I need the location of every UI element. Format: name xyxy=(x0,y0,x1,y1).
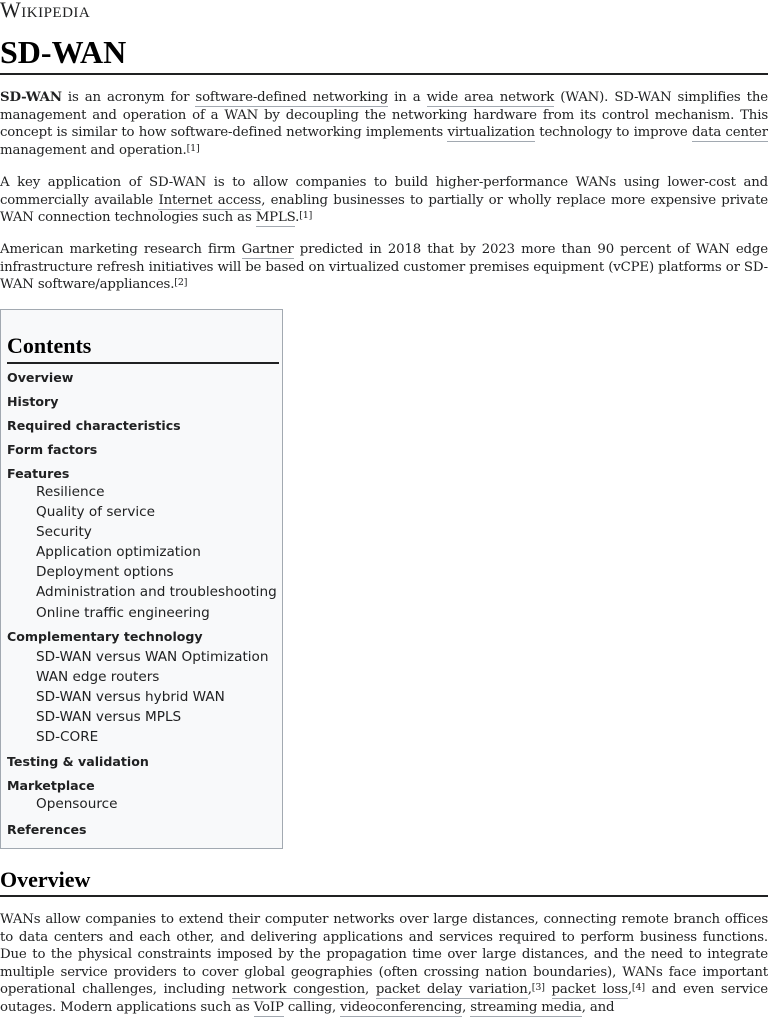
link-software-defined-networking[interactable]: software-defined networking xyxy=(195,90,389,105)
toc-title: Contents xyxy=(7,333,92,358)
toc-item-sd-wan-versus-mpls[interactable]: SD-WAN versus MPLS xyxy=(36,709,182,725)
toc-item-history[interactable]: History xyxy=(7,394,59,409)
text-run: , xyxy=(462,999,471,1015)
text-run: A key application of SD-WAN is to allow companies to build higher-performance WANs using lower-cost and commercially available xyxy=(0,175,768,208)
section-heading-overview: Overview xyxy=(0,867,91,892)
text-run: in a xyxy=(388,90,427,105)
toc-item-security[interactable]: Security xyxy=(36,524,92,540)
text-run: . xyxy=(295,210,300,225)
link-voip[interactable]: VoIP xyxy=(253,999,284,1015)
toc-divider xyxy=(7,362,279,364)
toc-item-wan-edge-routers[interactable]: WAN edge routers xyxy=(36,669,160,685)
link-packet-delay-variation[interactable]: packet delay variation xyxy=(375,982,528,997)
text-run: management and operation. xyxy=(0,142,187,158)
text-run: WANs allow companies to extend their computer networks over large distances, connecting remote branch offices to data centers and each other, and delivering applications and services required to perform business functions. Due to the physical constraints imposed by the propagation time over large distances, and the need to integrate multiple service providers to cover global geographies (often crossing nation boundaries), WANs face important operational challenges, including xyxy=(0,912,768,997)
section-divider xyxy=(0,895,768,897)
toc-item-complementary-technology[interactable]: Complementary technology xyxy=(7,629,203,644)
link-virtualization[interactable]: virtualization xyxy=(447,125,535,140)
link-data-center[interactable]: data center xyxy=(691,125,768,140)
toc-item-required-characteristics[interactable]: Required characteristics xyxy=(7,418,181,433)
toc-item-quality-of-service[interactable]: Quality of service xyxy=(36,504,156,520)
link-streaming-media[interactable]: streaming media xyxy=(470,999,582,1015)
toc-item-form-factors[interactable]: Form factors xyxy=(7,442,98,457)
text-run: technology to improve xyxy=(534,125,692,140)
citation-ref[interactable]: [1] xyxy=(186,142,200,154)
text-run: , xyxy=(365,982,376,997)
link-wide-area-network[interactable]: wide area network xyxy=(426,90,555,105)
wikipedia-logo[interactable]: Wikipedia xyxy=(0,0,91,22)
link-internet-access[interactable]: Internet access xyxy=(158,192,262,208)
text-run: predicted in 2018 that by 2023 more than 90 percent of WAN edge infrastructure refresh initiatives will be based on virtualized customer premises equipment (vCPE) platforms or SD-WAN software/appliances. xyxy=(0,242,768,292)
toc-item-opensource[interactable]: Opensource xyxy=(36,796,118,812)
toc-item-sd-core[interactable]: SD-CORE xyxy=(36,729,99,745)
intro-paragraph-3 xyxy=(0,241,768,294)
toc-item-resilience[interactable]: Resilience xyxy=(36,484,105,500)
link-videoconferencing[interactable]: videoconferencing xyxy=(340,999,463,1015)
link-packet-loss[interactable]: packet loss xyxy=(551,982,628,997)
citation-ref[interactable]: [3] xyxy=(531,982,545,993)
citation-ref[interactable]: [4] xyxy=(631,982,645,993)
link-network-congestion[interactable]: network congestion xyxy=(231,982,365,997)
bold-term: SD-WAN xyxy=(0,90,62,105)
text-run: , and xyxy=(581,999,615,1015)
toc-item-online-traffic-engineering[interactable]: Online traffic engineering xyxy=(36,605,210,621)
text-run: is an acronym for xyxy=(61,90,196,105)
link-gartner[interactable]: Gartner xyxy=(241,242,294,257)
toc-item-sd-wan-versus-wan-optimization[interactable]: SD-WAN versus WAN Optimization xyxy=(36,649,269,665)
citation-ref[interactable]: [2] xyxy=(174,277,188,288)
link-mpls[interactable]: MPLS xyxy=(255,210,296,225)
text-run: calling, xyxy=(283,999,341,1015)
toc-item-administration-and-troubleshooting[interactable]: Administration and troubleshooting xyxy=(36,584,277,600)
text-run: , xyxy=(627,982,632,997)
text-run: , xyxy=(527,982,532,997)
text-run: American marketing research firm xyxy=(0,242,242,257)
intro-paragraph-2 xyxy=(0,174,768,227)
overview-paragraph xyxy=(0,911,768,1016)
page-title: SD-WAN xyxy=(0,34,127,70)
toc-item-features[interactable]: Features xyxy=(7,466,70,481)
intro-paragraph-1 xyxy=(0,89,768,159)
text-run: , enabling businesses to partially or wholly replace more expensive private WAN connection technologies such as xyxy=(0,192,768,225)
toc-item-deployment-options[interactable]: Deployment options xyxy=(36,564,174,580)
text-run: (WAN). SD-WAN simplifies the management and operation of a WAN by decoupling the networking hardware from its control mechanism. This concept is similar to how software-defined networking implements xyxy=(0,90,768,140)
toc-item-application-optimization[interactable]: Application optimization xyxy=(36,544,201,560)
text-run: and even service outages. Modern applications such as xyxy=(0,982,768,1015)
toc-item-overview[interactable]: Overview xyxy=(7,370,74,385)
toc-item-marketplace[interactable]: Marketplace xyxy=(7,778,95,793)
toc-item-testing-validation[interactable]: Testing & validation xyxy=(7,754,149,769)
toc-item-references[interactable]: References xyxy=(7,822,87,837)
text-run xyxy=(545,982,552,997)
title-divider xyxy=(0,73,768,75)
table-of-contents xyxy=(0,309,283,849)
toc-item-sd-wan-versus-hybrid-wan[interactable]: SD-WAN versus hybrid WAN xyxy=(36,689,225,705)
citation-ref[interactable]: [1] xyxy=(299,210,313,221)
